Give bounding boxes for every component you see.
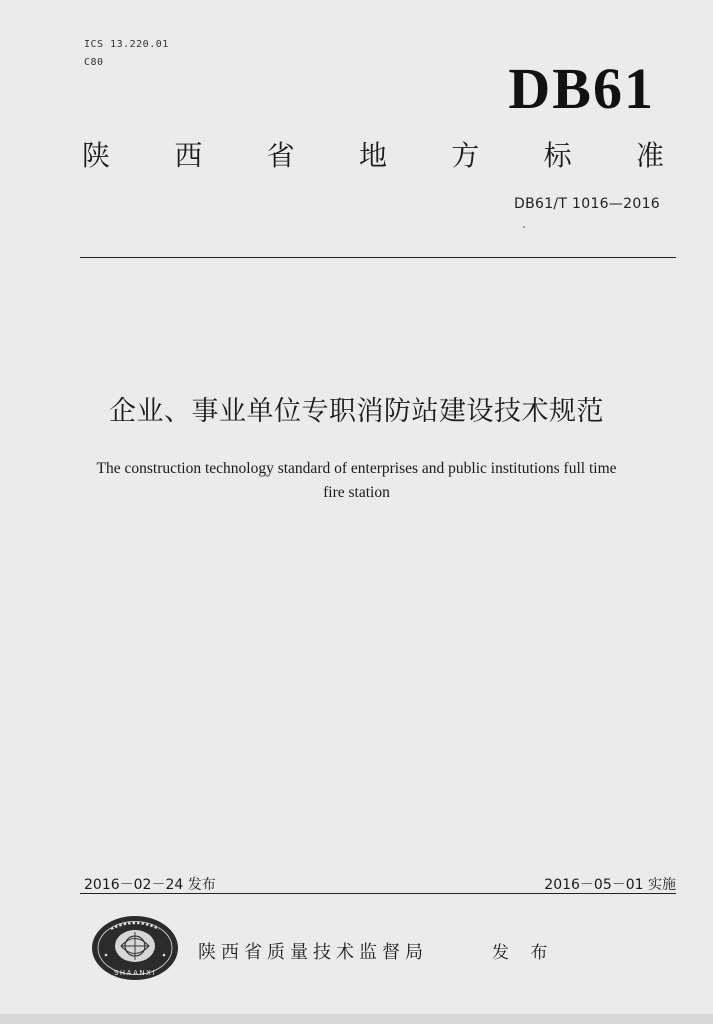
title-english-line: The construction technology standard of enterprises and public institutions full time — [96, 460, 617, 477]
issuing-authority: 陕西省质量技术监督局 — [198, 942, 428, 963]
scan-speck — [523, 226, 525, 228]
ccs-code: C80 — [84, 57, 104, 68]
standard-type-char: 地 — [358, 139, 387, 172]
standard-type-char: 方 — [451, 139, 480, 172]
standard-type-char: 标 — [543, 139, 572, 172]
ics-code: ICS 13.220.01 — [84, 39, 169, 50]
scan-bottom-edge — [0, 1014, 713, 1024]
standard-type-char: 准 — [635, 139, 664, 172]
classification-codes — [84, 36, 169, 72]
header-divider — [80, 257, 676, 258]
standard-code-logo: DB61 — [508, 56, 655, 121]
implementation-date: 2016－05－01 实施 — [544, 877, 676, 893]
title-english — [60, 457, 653, 505]
standard-type-char: 陕 — [82, 139, 111, 172]
standard-type-heading — [82, 138, 664, 174]
footer-divider — [80, 893, 676, 894]
standard-type-char: 西 — [174, 139, 203, 172]
seal-text: SHAANXI — [113, 969, 157, 977]
issue-label: 发 布 — [492, 943, 556, 963]
standard-number: DB61/T 1016—2016 — [514, 196, 660, 212]
standard-type-char: 省 — [266, 139, 295, 172]
issue-date: 2016－02－24 发布 — [84, 877, 216, 893]
issuer-seal-icon — [91, 915, 179, 981]
title-english-line: fire station — [323, 484, 390, 501]
title-chinese: 企业、事业单位专职消防站建设技术规范 — [109, 396, 604, 427]
